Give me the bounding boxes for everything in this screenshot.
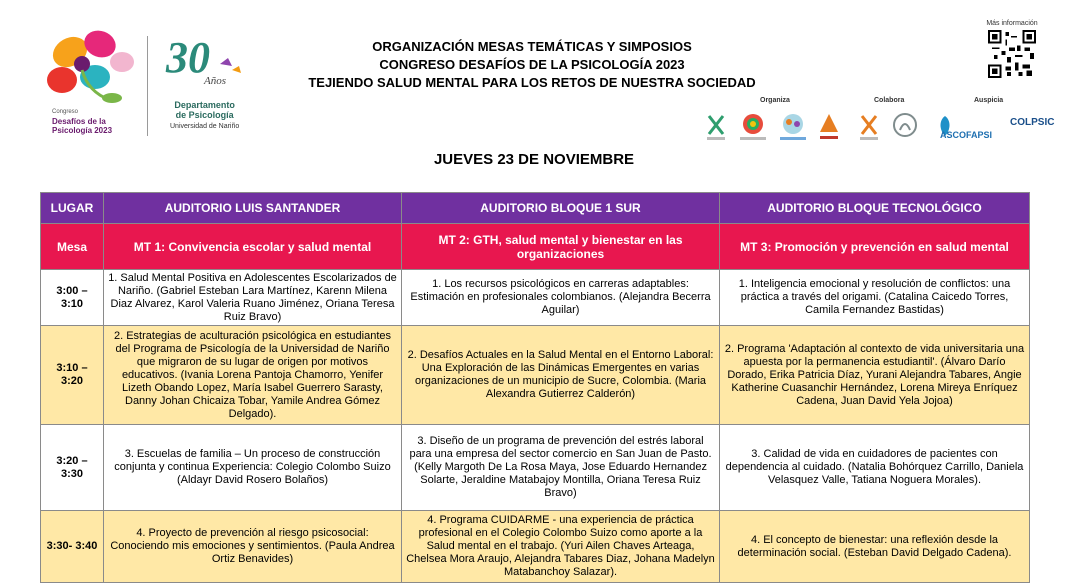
- dept-line-3: Universidad de Nariño: [170, 123, 240, 130]
- sponsor-headings: [760, 97, 1045, 109]
- session-cell: 3. Escuelas de familia – Un proceso de construcción conjunta y continua Experiencia: Colegio Colombo Suizo (Aldayr David Rosero Bolaños): [104, 425, 402, 511]
- table-row: [41, 326, 1030, 425]
- auspicia-label: Auspicia: [974, 97, 1004, 104]
- title-line-2: CONGRESO DESAFÍOS DE LA PSICOLOGÍA 2023: [379, 57, 685, 72]
- header-lugar: LUGAR: [41, 193, 104, 224]
- organizer-logo-2-icon: [738, 112, 768, 144]
- session-cell: 4. Programa CUIDARME - una experiencia de práctica profesional en el Colegio Colombo Suizo como aporte a la Salud mental en el trabajo. (Yuri Ailen Chaves Arteaga, Chelsea Mora Araujo, Alejandra Tabares Diaz, Johana Madelyn Matabanchoy Salazar).: [402, 511, 720, 583]
- congress-line-2: Psicología 2023: [52, 126, 113, 135]
- qr-block: [982, 20, 1042, 83]
- table-header-row: [41, 193, 1030, 224]
- time-cell: 3:10 – 3:20: [41, 326, 104, 425]
- title-line-3: TEJIENDO SALUD MENTAL PARA LOS RETOS DE NUESTRA SOCIEDAD: [308, 75, 756, 90]
- schedule-table: [40, 192, 1030, 583]
- session-cell: 1. Inteligencia emocional y resolución de conflictos: una práctica a través del origami. (Catalina Caicedo Torres, Camila Fernandez Bastidas): [720, 270, 1030, 326]
- day-heading: JUEVES 23 DE NOVIEMBRE: [433, 151, 635, 168]
- header-auditorio-bloque-1-sur: AUDITORIO BLOQUE 1 SUR: [402, 193, 720, 224]
- session-cell: 1. Salud Mental Positiva en Adolescentes Escolarizados de Nariño. (Gabriel Esteban Lara Martínez, Karenn Milena Diaz Alvarez, Karol Valeria Ruano Jiménez, Oriana Teresa Ruiz Bravo): [104, 270, 402, 326]
- department-logo-text: [170, 100, 239, 132]
- organiza-label: Organiza: [760, 97, 790, 104]
- congress-logo-area: [40, 22, 260, 142]
- logo-divider: [147, 36, 148, 136]
- session-cell: 3. Diseño de un programa de prevención del estrés laboral para una empresa del sector comercio en San Juan de Pasto. (Kelly Margoth De La Rosa Maya, Jose Eduardo Hernandez Solarte, Jeraldine Matabajoy Montilla, Oriana Teresa Ruiz Bravo): [402, 425, 720, 511]
- congress-small-label: Congreso: [52, 109, 79, 115]
- colabora-label: Colabora: [874, 97, 905, 104]
- session-cell: 2. Programa 'Adaptación al contexto de vida universitaria una apuesta por la permanencia estudiantil'. (Álvaro Darío Dorado, Erika Patricia Díaz, Yurani Alejandra Tabares, Angie Katherine Cuasanchir Hernández, Lorena Mireya Enríquez Cadena, Juan David Yela Jojoa): [720, 326, 1030, 425]
- session-cell: 2. Desafíos Actuales en la Salud Mental en el Entorno Laboral: Una Exploración de las Dinámicas Emergentes en varias organizaciones de un municipio de Sucre, Colombia. (Maria Alexandra Gutierrez Calderón): [402, 326, 720, 425]
- header-auditorio-luis-santander: AUDITORIO LUIS SANTANDER: [104, 193, 402, 224]
- session-cell: 4. El concepto de bienestar: una reflexión desde la determinación social. (Esteban David Delgado Cadena).: [720, 511, 1030, 583]
- mesa-row: [41, 224, 1030, 270]
- dept-line-2: de Psicología: [175, 110, 234, 120]
- qr-label: Más información: [986, 20, 1038, 27]
- congress-logo-text: [52, 106, 112, 135]
- table-row: [41, 270, 1030, 326]
- session-cell: 2. Estrategias de aculturación psicológica en estudiantes del Programa de Psicología de la Universidad de Nariño que migraron de su lugar de origen por motivos educativos. (Ivania Lorena Pantoja Chamorro, Yenifer Lizeth Obando Lopez, María Isabel Guerrero Sarasty, Danny Johan Chicaiza Tobar, Yamile Andrea Gómez Delgado).: [104, 326, 402, 425]
- mesa-mt3: MT 3: Promoción y prevención en salud mental: [720, 224, 1030, 270]
- thirty-years-logo: [162, 28, 252, 88]
- dept-line-1: Departamento: [174, 100, 235, 110]
- mesa-mt2: MT 2: GTH, salud mental y bienestar en las organizaciones: [402, 224, 720, 270]
- session-cell: 4. Proyecto de prevención al riesgo psicosocial: Conociendo mis emociones y sentimientos. (Paula Andrea Ortiz Benavides): [104, 511, 402, 583]
- collaborator-logo-1-icon: [858, 112, 880, 144]
- sponsor-logos: [700, 110, 1055, 148]
- title-line-1: ORGANIZACIÓN MESAS TEMÁTICAS Y SIMPOSIOS: [372, 39, 692, 54]
- table-row: [41, 425, 1030, 511]
- organizer-logo-3-icon: [778, 112, 808, 144]
- thirty-number: 30: [166, 33, 210, 82]
- colpsic-label: COLPSIC: [1010, 117, 1055, 128]
- mesa-mt1: MT 1: Convivencia escolar y salud mental: [104, 224, 402, 270]
- organizer-logo-4-icon: [818, 112, 840, 144]
- collaborator-logo-2-icon: [890, 112, 920, 144]
- table-row: [41, 511, 1030, 583]
- organizer-logo-1-icon: [705, 112, 727, 144]
- time-cell: 3:30- 3:40: [41, 511, 104, 583]
- header-auditorio-bloque-tecnologico: AUDITORIO BLOQUE TECNOLÓGICO: [720, 193, 1030, 224]
- ascofapsi-label: ASCOFAPSI: [940, 130, 993, 140]
- time-cell: 3:00 – 3:10: [41, 270, 104, 326]
- congress-line-1: Desafíos de la: [52, 117, 106, 126]
- flower-logo-icon: [40, 22, 140, 117]
- session-cell: 1. Los recursos psicológicos en carreras adaptables: Estimación en profesionales colombianos. (Alejandra Becerra Aguilar): [402, 270, 720, 326]
- session-cell: 3. Calidad de vida en cuidadores de pacientes con dependencia al cuidado. (Natalia Bohórquez Carrillo, Daniela Velasquez Valle, Tatiana Noguera Morales).: [720, 425, 1030, 511]
- qr-code-icon[interactable]: [988, 30, 1036, 78]
- mesa-label: Mesa: [41, 224, 104, 270]
- document-title: [262, 38, 802, 92]
- anos-label: Años: [204, 75, 226, 87]
- time-cell: 3:20 – 3:30: [41, 425, 104, 511]
